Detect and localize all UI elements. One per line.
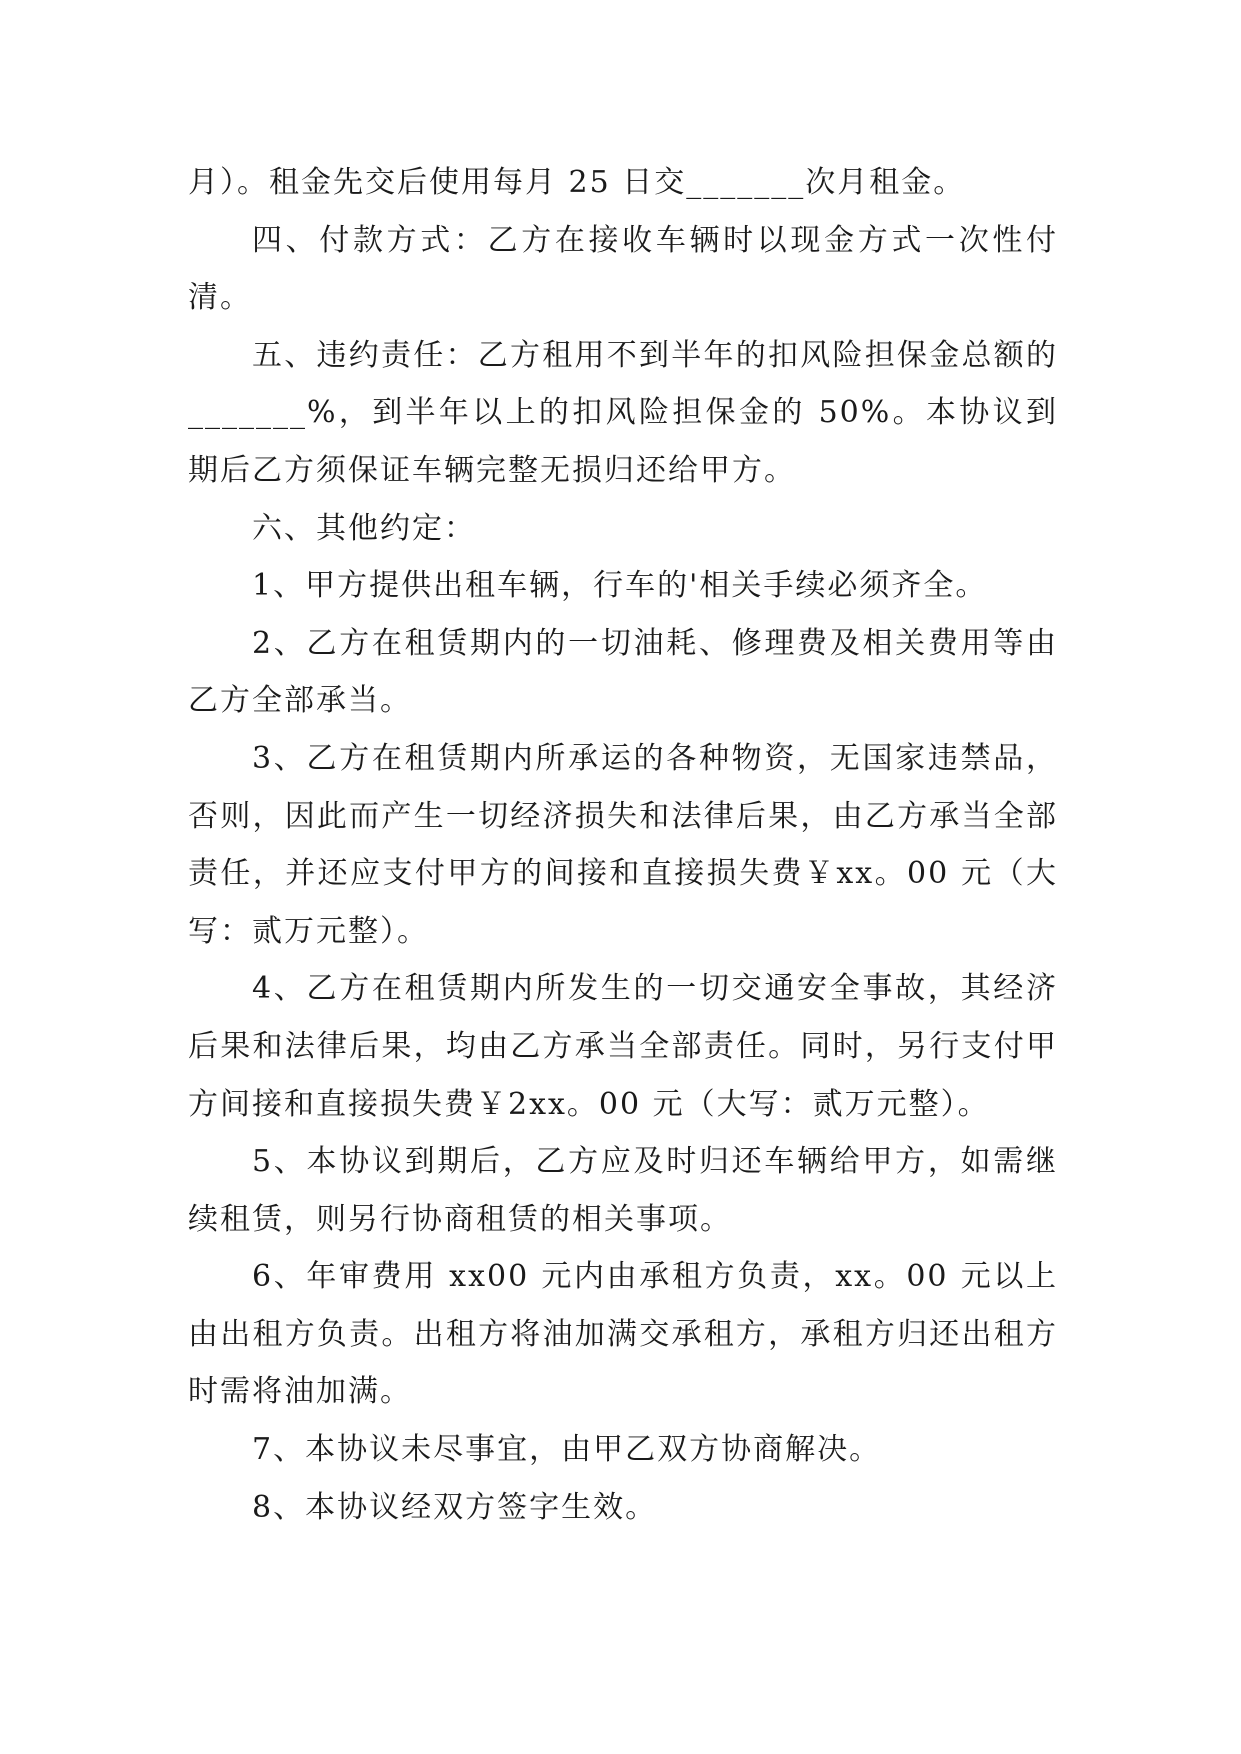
paragraph-rent-due: 月）。租金先交后使用每月 25 日交_______次月租金。 [188, 165, 966, 200]
clause-3: 3、乙方在租赁期内所承运的各种物资，无国家违禁品，否则，因此而产生一切经济损失和法律后果，由乙方承当全部责任，并还应支付甲方的间接和直接损失费￥xx。00 元（大写：贰万元整）。 [188, 740, 1058, 949]
clause-2: 2、乙方在租赁期内的一切油耗、修理费及相关费用等由乙方全部承当。 [188, 625, 1058, 719]
paragraph-payment-method: 四、付款方式：乙方在接收车辆时以现金方式一次性付清。 [188, 222, 1058, 316]
clause-5: 5、本协议到期后，乙方应及时归还车辆给甲方，如需继续租赁，则另行协商租赁的相关事项。 [188, 1144, 1058, 1237]
clause-6: 6、年审费用 xx00 元内由承租方负责，xx。00 元以上由出租方负责。出租方将油加满交承租方，承租方归还出租方时需将油加满。 [188, 1259, 1058, 1410]
clause-4: 4、乙方在租赁期内所发生的一切交通安全事故，其经济后果和法律后果，均由乙方承当全部责任。同时，另行支付甲方间接和直接损失费￥2xx。00 元（大写：贰万元整）。 [188, 971, 1058, 1122]
clause-7: 7、本协议未尽事宜，由甲乙双方协商解决。 [252, 1432, 882, 1468]
clause-8: 8、本协议经双方签字生效。 [252, 1489, 658, 1525]
clause-1: 1、甲方提供出租车辆，行车的'相关手续必须齐全。 [252, 568, 988, 604]
document-body [188, 154, 1058, 1536]
paragraph-breach-liability: 五、违约责任：乙方租用不到半年的扣风险担保金总额的_______%，到半年以上的扣风险担保金的 50%。本协议到期后乙方须保证车辆完整无损归还给甲方。 [188, 337, 1058, 488]
paragraph-other-terms-heading: 六、其他约定： [252, 510, 476, 546]
